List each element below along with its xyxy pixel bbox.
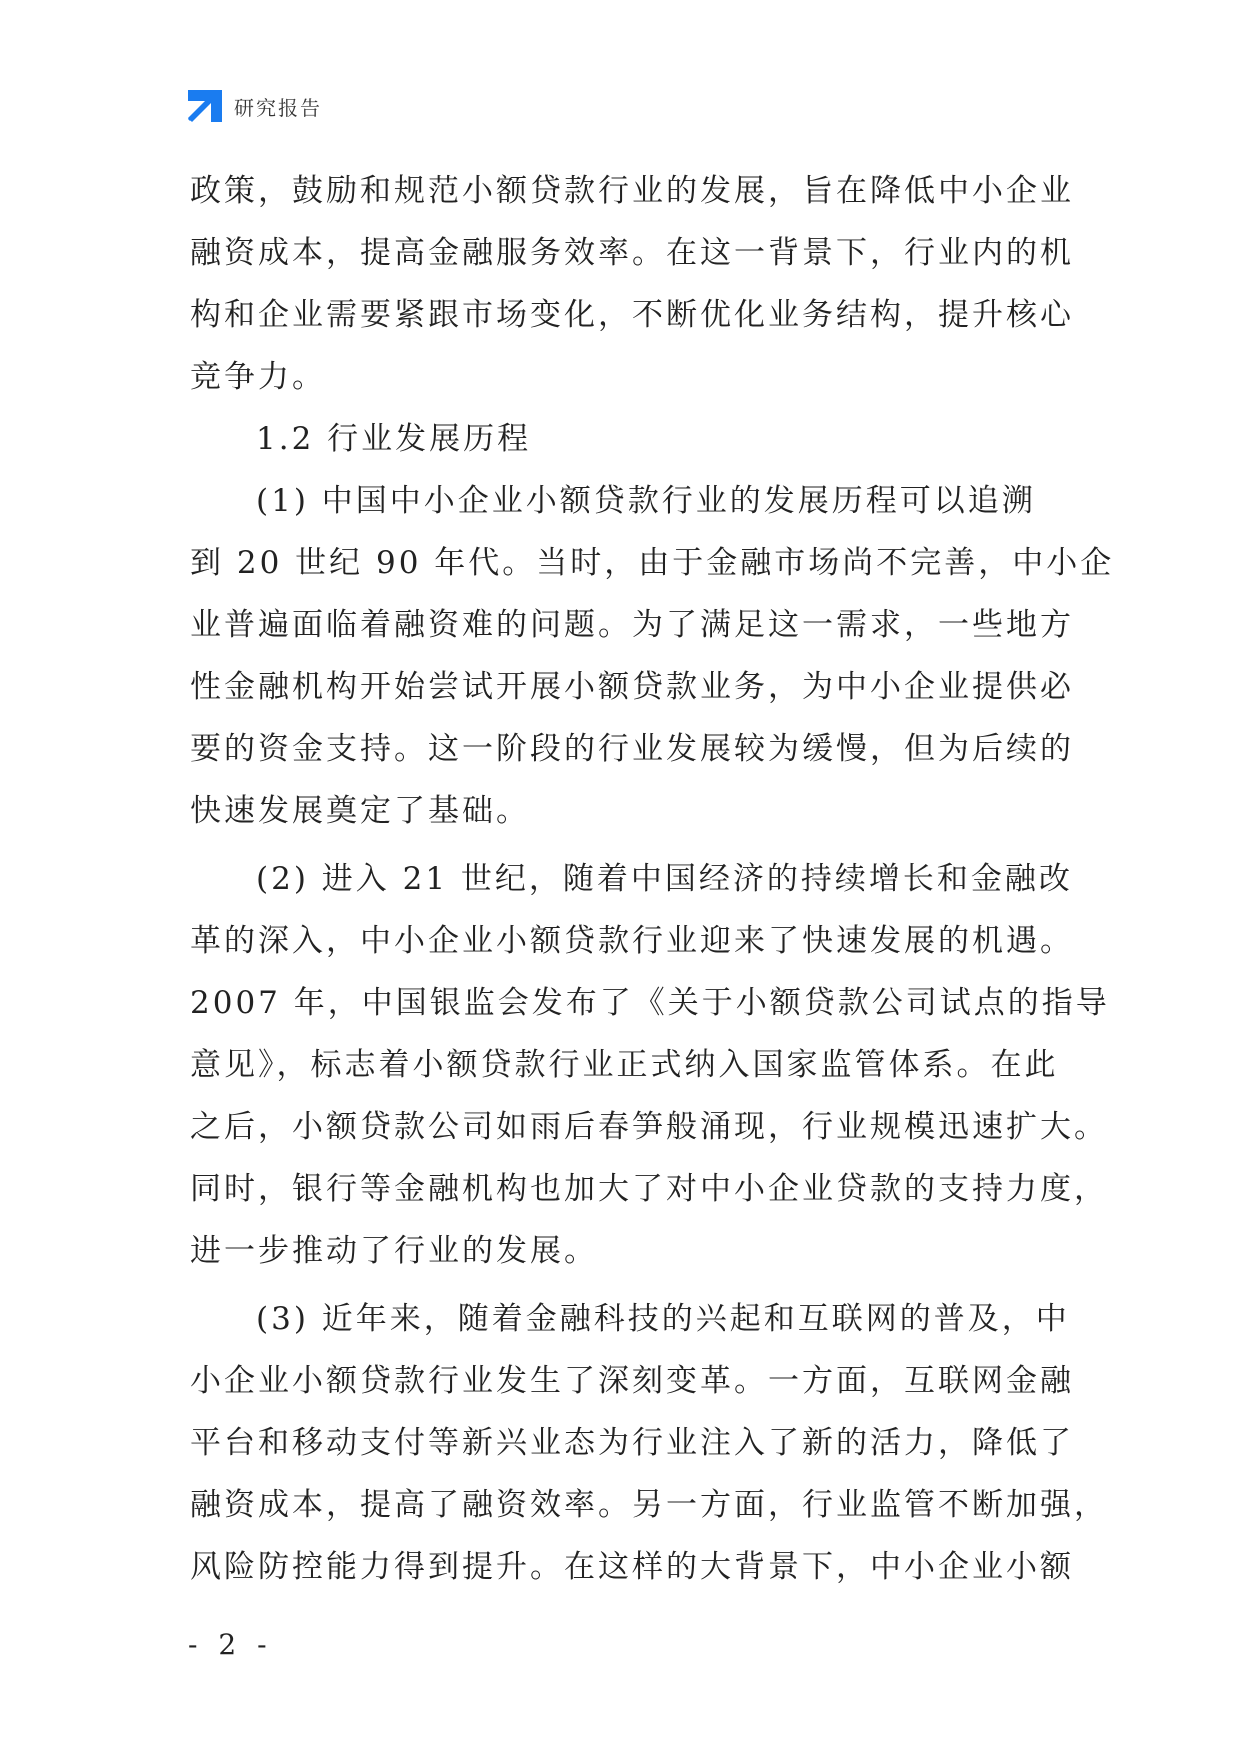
paragraph-line: 融资成本，提高金融服务效率。在这一背景下，行业内的机 xyxy=(190,235,1074,271)
paragraph-line: 革的深入，中小企业小额贷款行业迎来了快速发展的机遇。 xyxy=(190,923,1074,959)
paragraph-line: (3) 近年来，随着金融科技的兴起和互联网的普及，中 xyxy=(256,1301,1070,1337)
paragraph-line: 政策，鼓励和规范小额贷款行业的发展，旨在降低中小企业 xyxy=(190,173,1074,209)
page-number: - 2 - xyxy=(188,1628,273,1661)
paragraph-line: (2) 进入 21 世纪，随着中国经济的持续增长和金融改 xyxy=(256,861,1073,897)
paragraph-line: 竞争力。 xyxy=(190,359,326,395)
report-header xyxy=(188,88,322,124)
paragraph-line: 性金融机构开始尝试开展小额贷款业务，为中小企业提供必 xyxy=(190,669,1074,705)
paragraph-line: 平台和移动支付等新兴业态为行业注入了新的活力，降低了 xyxy=(190,1425,1074,1461)
paragraph-line: 业普遍面临着融资难的问题。为了满足这一需求，一些地方 xyxy=(190,607,1074,643)
paragraph-line: 同时，银行等金融机构也加大了对中小企业贷款的支持力度， xyxy=(190,1171,1108,1207)
paragraph-line: 意见》，标志着小额贷款行业正式纳入国家监管体系。在此 xyxy=(190,1047,1059,1083)
paragraph-line: 小企业小额贷款行业发生了深刻变革。一方面，互联网金融 xyxy=(190,1363,1074,1399)
document-body xyxy=(190,160,1115,1598)
paragraph-line: 进一步推动了行业的发展。 xyxy=(190,1233,598,1269)
paragraph-line: 风险防控能力得到提升。在这样的大背景下，中小企业小额 xyxy=(190,1549,1074,1585)
paragraph-line: 要的资金支持。这一阶段的行业发展较为缓慢，但为后续的 xyxy=(190,731,1074,767)
paragraph-line: 到 20 世纪 90 年代。当时，由于金融市场尚不完善，中小企 xyxy=(190,545,1115,581)
arrow-up-right-icon xyxy=(188,90,222,122)
paragraph-line: 融资成本，提高了融资效率。另一方面，行业监管不断加强， xyxy=(190,1487,1108,1523)
paragraph-line: 之后，小额贷款公司如雨后春笋般涌现，行业规模迅速扩大。 xyxy=(190,1109,1108,1145)
paragraph-line: 2007 年，中国银监会发布了《关于小额贷款公司试点的指导 xyxy=(190,985,1110,1021)
paragraph-line: (1) 中国中小企业小额贷款行业的发展历程可以追溯 xyxy=(256,483,1036,519)
section-heading: 1.2 行业发展历程 xyxy=(256,421,532,457)
paragraph-line: 构和企业需要紧跟市场变化，不断优化业务结构，提升核心 xyxy=(190,297,1074,333)
header-title: 研究报告 xyxy=(234,95,322,120)
paragraph-line: 快速发展奠定了基础。 xyxy=(190,793,530,829)
